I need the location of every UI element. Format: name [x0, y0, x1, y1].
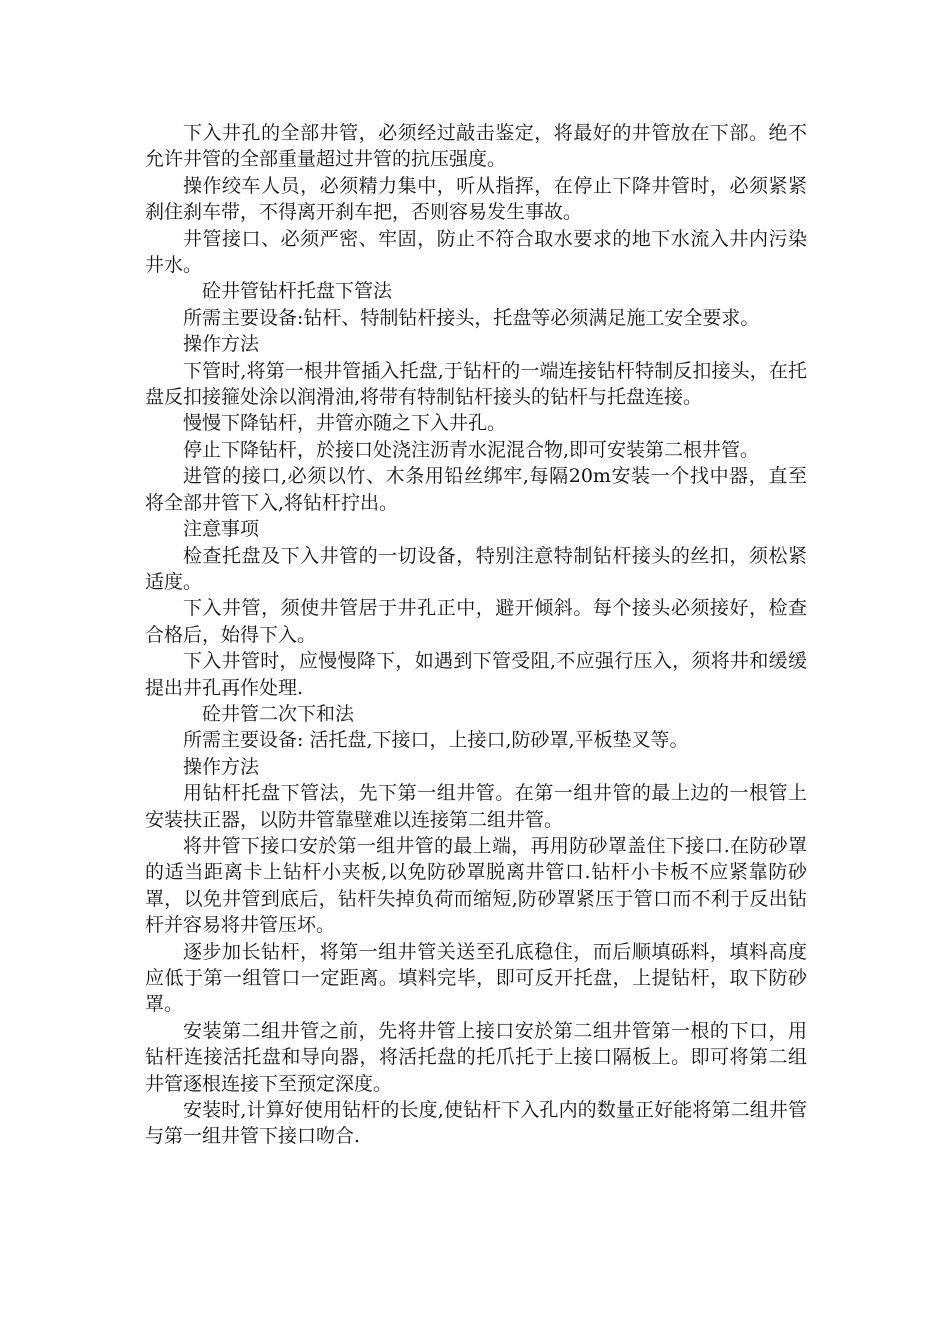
paragraph: 慢慢下降钻杆，井管亦随之下入井孔。: [183, 412, 507, 435]
paragraph: 将井管下接口安於第一组井管的最上端，再用防砂罩盖住下接口.在防砂罩的适当距离卡上钻杆小夹板,以免防砂罩脱离井管口.钻杆小卡板不应紧靠防砂罩，以免井管到底后，钻杆失掉负荷而缩短,防砂罩紧压于管口而不利于反出钻杆并容易将井管压坏。: [145, 834, 807, 937]
section-heading: 砼井管钻杆托盘下管法: [202, 280, 393, 303]
paragraph: 下管时,将第一根井管插入托盘,于钻杆的一端连接钻杆特制反扣接头，在托盘反扣接箍处涂以润滑油,将带有特制钻杆接头的钻杆与托盘连接。: [145, 359, 807, 409]
paragraph: 下入井孔的全部井管，必须经过敲击鉴定，将最好的井管放在下部。绝不允许井管的全部重量超过井管的抗压强度。: [145, 122, 807, 171]
paragraph: 检查托盘及下入井管的一切设备，特别注意特制钻杆接头的丝扣，须松紧适度。: [145, 544, 807, 593]
paragraph: 安装第二组井管之前，先将井管上接口安於第二组井管第一根的下口，用钻杆连接活托盘和导向器，将活托盘的托爪托于上接口隔板上。即可将第二组井管逐根连接下至预定深度。: [145, 1019, 807, 1095]
document-body: [145, 120, 807, 1150]
paragraph: 下入井管时，应慢慢降下，如遇到下管受阻,不应强行压入，须将井和缓缓提出井孔再作处理.: [145, 650, 807, 699]
paragraph: 停止下降钻杆，於接口处浇注沥青水泥混合物,即可安装第二根井管。: [183, 438, 760, 461]
section-heading: 砼井管二次下和法: [202, 702, 355, 725]
subheading: 注意事项: [183, 518, 260, 541]
subheading: 操作方法: [183, 755, 260, 778]
paragraph: 用钻杆托盘下管法，先下第一组井管。在第一组井管的最上边的一根管上安装扶正器，以防井管靠壁难以连接第二组井管。: [145, 782, 807, 831]
paragraph: 下入井管，须使井管居于井孔正中，避开倾斜。每个接头必须接好，检查合格后，始得下入。: [145, 597, 807, 646]
paragraph: 逐步加长钻杆，将第一组井管关送至孔底稳住，而后顺填砾料，填料高度应低于第一组管口一定距离。填料完毕，即可反开托盘，上提钻杆，取下防砂罩。: [145, 940, 807, 1016]
paragraph: 所需主要设备: 活托盘,下接口，上接口,防砂罩,平板垫叉等。: [183, 729, 689, 752]
paragraph: 操作绞车人员，必须精力集中，听从指挥，在停止下降井管时，必须紧紧刹住刹车带，不得离开刹车把，否则容易发生事故。: [145, 174, 807, 224]
paragraph: 井管接口、必须严密、牢固，防止不符合取水要求的地下水流入井内污染井水。: [145, 227, 807, 277]
subheading: 操作方法: [183, 333, 260, 356]
paragraph: 安装时,计算好使用钻杆的长度,使钻杆下入孔内的数量正好能将第二组井管与第一组井管下接口吻合.: [145, 1099, 807, 1148]
paragraph: 所需主要设备:钻杆、特制钻杆接头，托盘等必须满足施工安全要求。: [183, 306, 760, 329]
paragraph: 进管的接口,必须以竹、木条用铅丝绑牢,每隔20m安装一个找中器，直至将全部井管下入,将钻杆拧出。: [145, 465, 807, 514]
